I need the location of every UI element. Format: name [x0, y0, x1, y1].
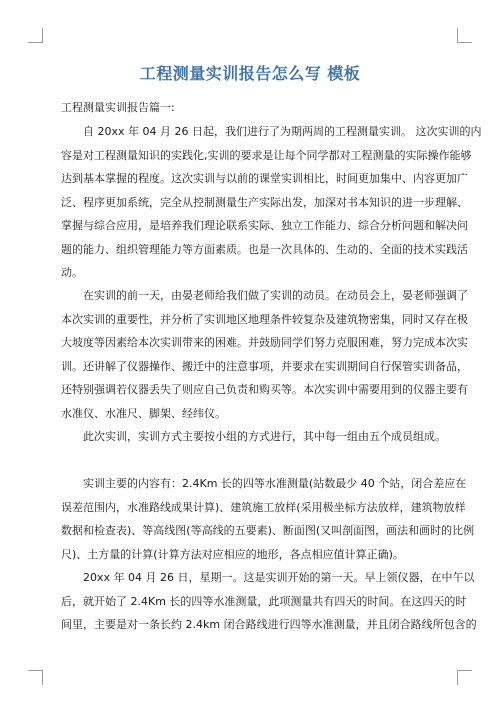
paragraph-line: 动。	[61, 266, 83, 279]
paragraph-2	[61, 288, 468, 429]
paragraph-line: 后，就开始了 2.4Km 长的四等水准测量，此项测量共有四天的时间。在这四天的时	[61, 594, 467, 608]
paragraph-3	[61, 429, 446, 453]
crop-mark-top-right	[457, 28, 472, 43]
paragraph-line: 自 20xx 年 04 月 26 日起，我们进行了为期两周的工程测量实训。 这次实训的内	[83, 125, 482, 138]
paragraph-line: 还特别强调若仪器丢失了则应自己负责和购买等。本次实训中需要用到的仪器主要有	[61, 383, 468, 396]
paragraph-line: 大坡度等因素给本次实训带来的困难。并鼓励同学们努力克服困难，努力完成本次实	[61, 336, 468, 349]
paragraph-line: 此次实训，实训方式主要按小组的方式进行，其中每一组由五个成员组成。	[83, 430, 446, 443]
paragraph-line: 泛、程序更加系统，完全从控制测量生产实际出发，加深对书本知识的进一步理解、	[61, 195, 468, 209]
paragraph-line: 误差范围内，水准路线成果计算)、建筑施工放样(采用极坐标方法放样，建筑物放样	[61, 500, 466, 514]
crop-mark-bottom-right	[457, 670, 472, 685]
document-title: 工程测量实训报告怎么写 模板	[139, 64, 361, 83]
paragraph-4	[61, 476, 475, 570]
paragraph-line: 本次实训的重要性，并分析了实训地区地理条件较复杂及建筑物密集，同时又存在极	[61, 312, 468, 326]
paragraph-line: 尺)、土方量的计算(计算方法对应相应的地形，各点相应值计算正确)。	[61, 547, 404, 561]
paragraph-line: 在实训的前一天，由晏老师给我们做了实训的动员。在动员会上，晏老师强调了	[83, 289, 468, 302]
paragraph-line: 达到基本掌握的程度。这次实训与以前的课堂实训相比，时间更加集中、内容更加广	[61, 172, 468, 185]
section-heading: 工程测量实训报告篇一:	[61, 101, 175, 114]
paragraph-line: 数据和检查表)、等高线图(等高线的五要素)、断面图(又叫剖面图，画法和画时的比例	[61, 524, 475, 537]
paragraph-line: 训。还讲解了仪器操作、搬迁中的注意事项，并要求在实训期间自行保管实训备品，	[61, 359, 468, 373]
crop-mark-bottom-left	[28, 670, 43, 685]
paragraph-line: 容是对工程测量知识的实践化,实训的要求是让每个同学都对工程测量的实际操作能够	[61, 148, 472, 162]
paragraph-line: 题的能力、组织管理能力等方面素质。也是一次具体的、生动的、全面的技术实践活	[61, 242, 468, 256]
paragraph-line: 实训主要的内容有：2.4Km 长的四等水准测量(站数最少 40 个站，闭合差应在	[83, 477, 467, 490]
paragraph-line: 间里，主要是对一条长约 2.4km 闭合路线进行四等水准测量，并且闭合路线所包含的	[61, 618, 477, 631]
paragraph-line: 20xx 年 04 月 26 日，星期一。这是实训开始的第一天。早上领仪器，在中午以	[83, 571, 475, 584]
paragraph-line: 掌握与综合应用，是培养我们理论联系实际、独立工作能力、综合分析问题和解决问	[61, 219, 468, 232]
crop-mark-top-left	[28, 28, 43, 43]
paragraph-5	[61, 570, 477, 641]
paragraph-line: 水准仪、水准尺、脚架、经纬仪。	[61, 406, 226, 420]
paragraph-1	[61, 124, 482, 289]
